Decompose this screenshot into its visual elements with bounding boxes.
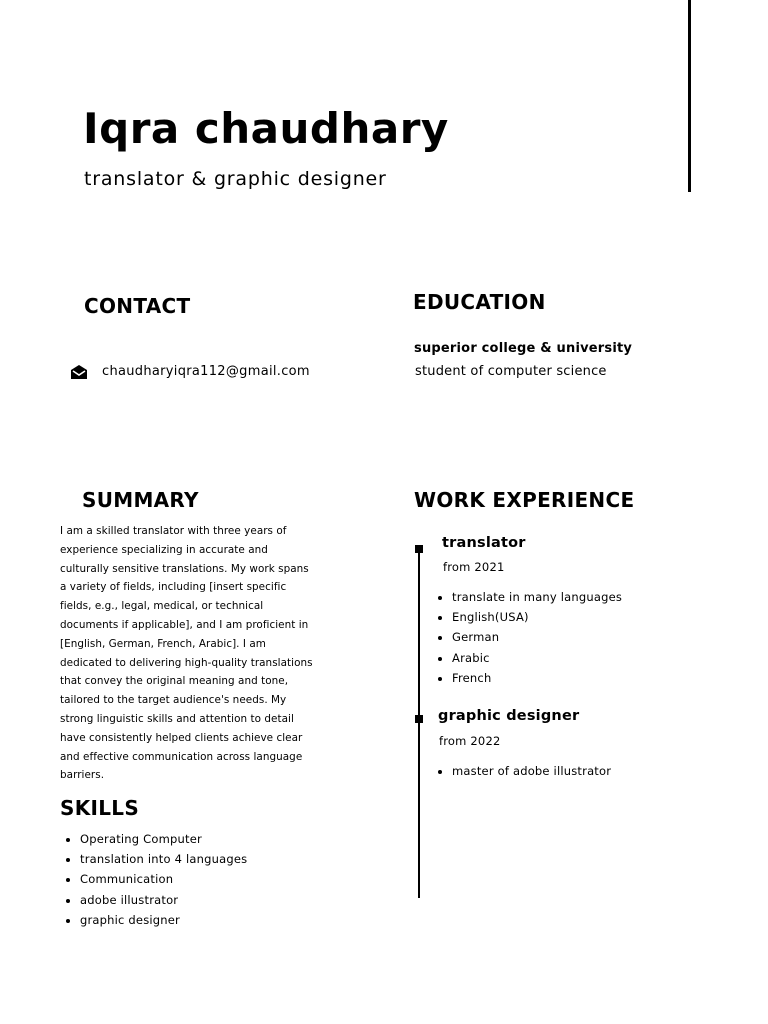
list-item: • adobe illustrator (80, 890, 247, 910)
job-title: graphic designer (438, 708, 580, 724)
education-degree: student of computer science (415, 364, 607, 379)
list-item: • translation into 4 languages (80, 849, 247, 869)
list-item: • English(USA) (452, 607, 622, 627)
skills-list (62, 829, 247, 930)
summary-text: I am a skilled translator with three years of experience specializing in accurate and culturally sensitive translations. My work spans a variety of fields, including [insert specific fields, e.g., legal, medical, or technical documents if applicable], and I am proficient in [English, German, French, Arabic]. I am dedicated to delivering high-quality translations that convey the original meaning and tone, tailored to the target audience's needs. My strong linguistic skills and attention to detail have consistently helped clients achieve clear and effective communication across language barriers. (60, 525, 313, 782)
education-heading: EDUCATION (413, 290, 546, 314)
list-item: • German (452, 627, 622, 647)
skills-heading: SKILLS (60, 796, 140, 820)
list-item: • translate in many languages (452, 587, 622, 607)
list-item: • French (452, 668, 622, 688)
email-link[interactable]: chaudharyiqra112@gmail.com (102, 364, 310, 379)
candidate-role: translator & graphic designer (84, 168, 387, 190)
list-item: • Operating Computer (80, 829, 247, 849)
timeline-marker (415, 545, 423, 553)
envelope-icon (70, 364, 88, 380)
candidate-name: Iqra chaudhary (83, 104, 449, 153)
work-experience-heading: WORK EXPERIENCE (414, 488, 635, 512)
job-duties-list (434, 587, 622, 688)
list-item: • Communication (80, 869, 247, 889)
timeline-marker (415, 715, 423, 723)
contact-heading: CONTACT (84, 294, 191, 318)
list-item: • master of adobe illustrator (452, 761, 611, 781)
summary-heading: SUMMARY (82, 488, 199, 512)
job-title: translator (442, 535, 526, 551)
list-item: • Arabic (452, 648, 622, 668)
job-date: from 2021 (443, 560, 505, 574)
job-date: from 2022 (439, 734, 501, 748)
header-vertical-rule (688, 0, 691, 192)
education-school: superior college & university (414, 341, 633, 356)
timeline-line (418, 549, 420, 898)
list-item: • graphic designer (80, 910, 247, 930)
job-duties-list (434, 761, 611, 781)
